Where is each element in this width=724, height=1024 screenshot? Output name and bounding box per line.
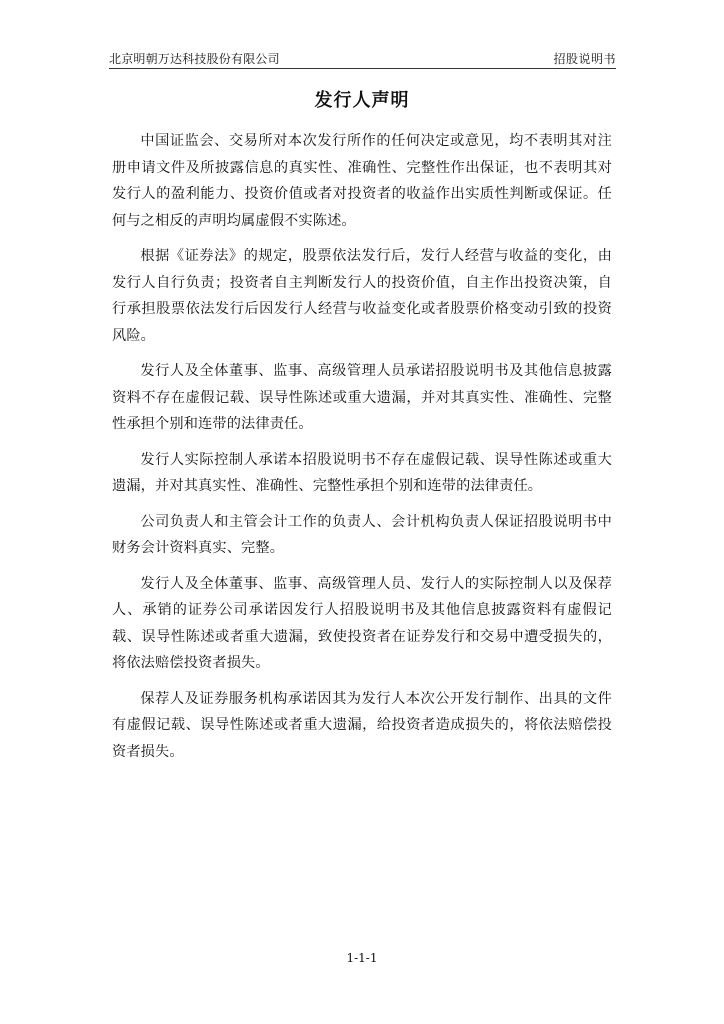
paragraph-compensation-commitment: 发行人及全体董事、监事、高级管理人员、发行人的实际控制人以及保荐人、承销的证券公司承诺因发行人招股说明书及其他信息披露资料有虚假记载、误导性陈述或者重大遗漏，致使投资者在证券发行和交易中遭受损失的，将依法赔偿投资者损失。 [112,575,612,671]
paragraph-financial-guarantee: 公司负责人和主管会计工作的负责人、会计机构负责人保证招股说明书中财务会计资料真实、完整。 [112,513,612,556]
page-title: 发行人声明 [314,90,410,111]
page-header [109,50,616,69]
paragraph-controller-commitment: 发行人实际控制人承诺本招股说明书不存在虚假记载、误导性陈述或重大遗漏，并对其真实性、准确性、完整性承担个别和连带的法律责任。 [112,451,612,494]
declaration-body [112,128,612,774]
header-company-name: 北京明朝万达科技股份有限公司 [109,52,280,66]
paragraph-securities-law: 根据《证券法》的规定，股票依法发行后，发行人经营与收益的变化，由发行人自行负责；投资者自主判断发行人的投资价值，自主作出投资决策，自行承担股票依法发行后因发行人经营与收益变化或者股票价格变动引致的投资风险。 [112,248,612,344]
paragraph-directors-commitment: 发行人及全体董事、监事、高级管理人员承诺招股说明书及其他信息披露资料不存在虚假记载、误导性陈述或重大遗漏，并对其真实性、准确性、完整性承担个别和连带的法律责任。 [112,363,612,432]
header-document-type: 招股说明书 [553,52,616,66]
page-number: 1-1-1 [346,951,378,965]
paragraph-sponsor-commitment: 保荐人及证券服务机构承诺因其为发行人本次公开发行制作、出具的文件有虚假记载、误导性陈述或者重大遗漏，给投资者造成损失的，将依法赔偿投资者损失。 [112,690,612,760]
paragraph-csrc-disclaimer: 中国证监会、交易所对本次发行所作的任何决定或意见，均不表明其对注册申请文件及所披露信息的真实性、准确性、完整性作出保证，也不表明其对发行人的盈利能力、投资价值或者对投资者的收益作出实质性判断或保证。任何与之相反的声明均属虚假不实陈述。 [112,133,612,229]
